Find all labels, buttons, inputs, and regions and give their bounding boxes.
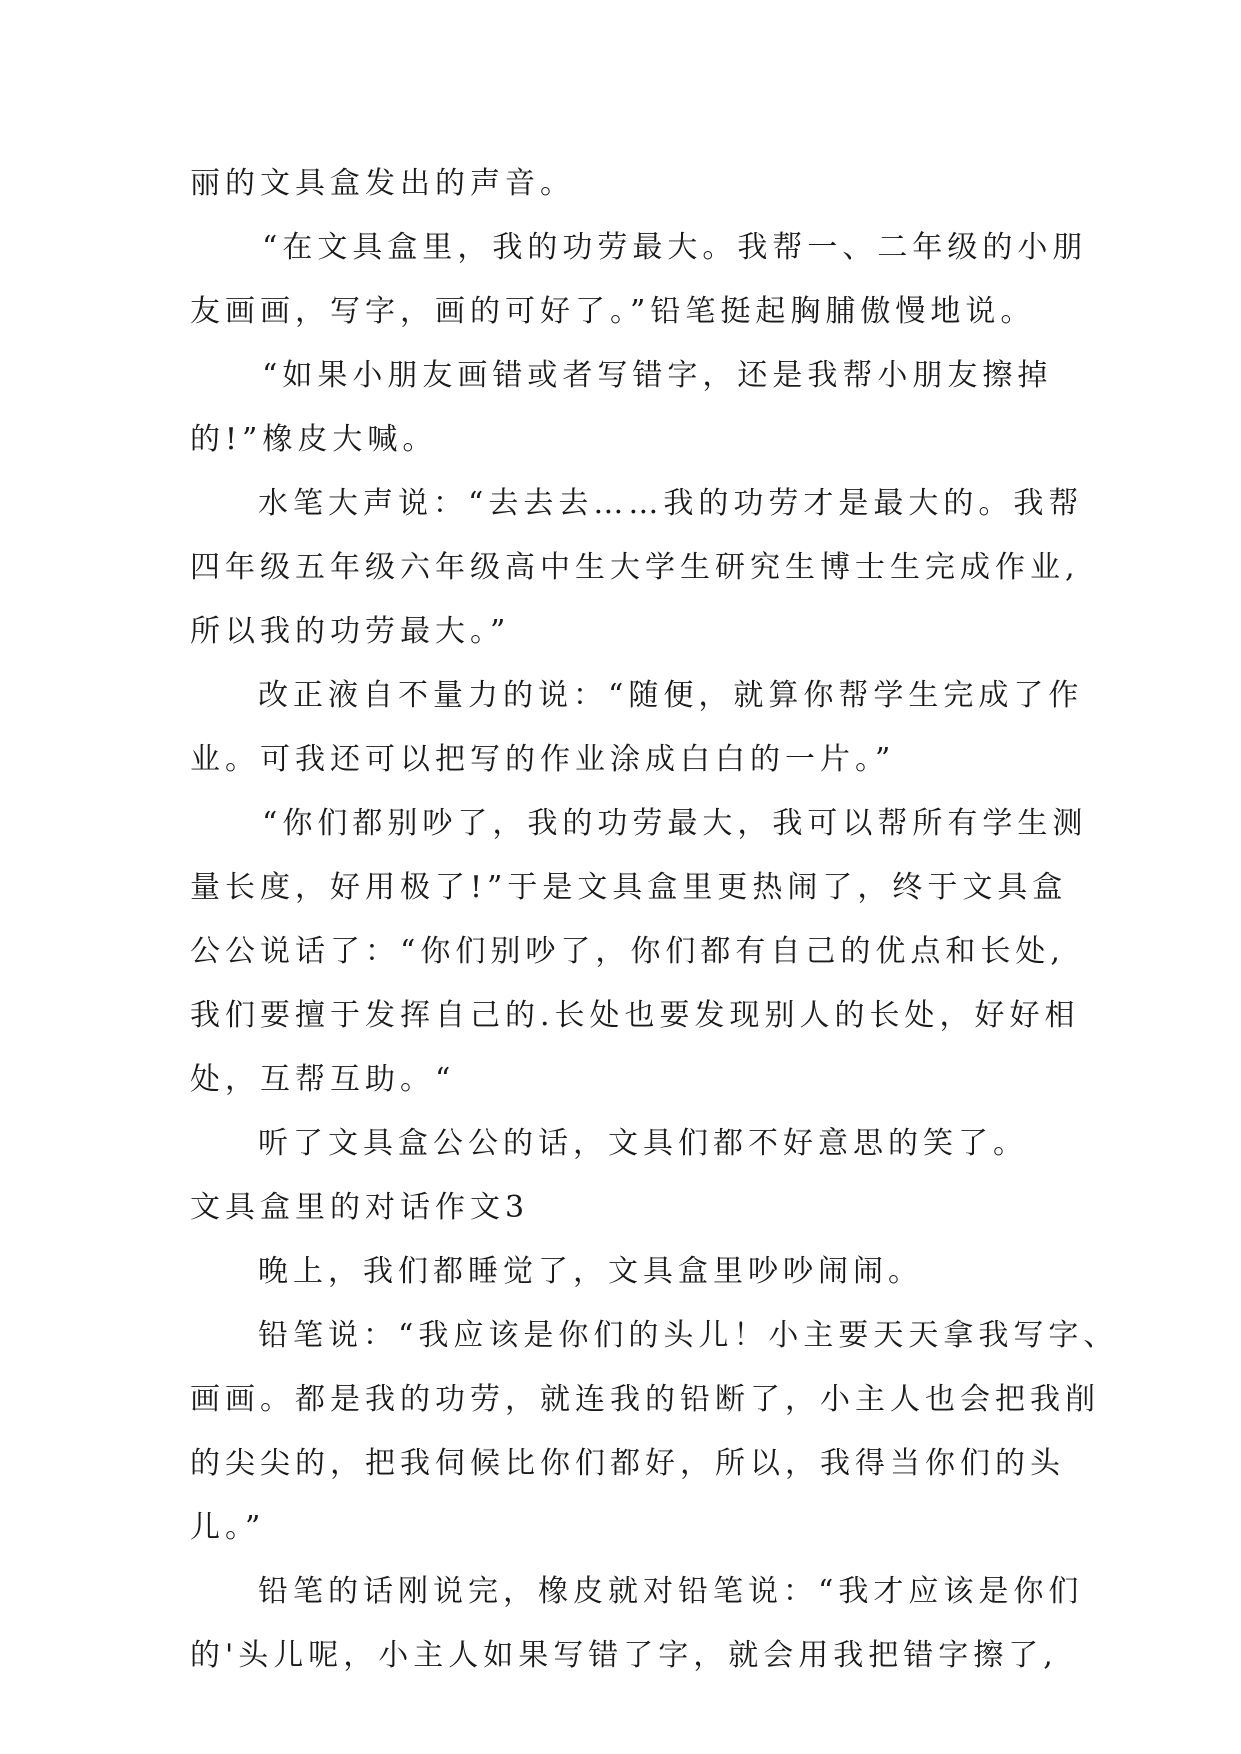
text-line: 所以我的功劳最大。”: [190, 614, 511, 649]
document-body: [190, 152, 1119, 1688]
text-line: 改正液自不量力的说：“随便，就算你帮学生完成了作: [258, 678, 1084, 713]
text-line: 水笔大声说：“去去去……我的功劳才是最大的。我帮: [258, 486, 1084, 521]
text-line: 量长度，好用极了!”于是文具盒里更热闹了，终于文具盒: [190, 870, 1068, 905]
text-line: 的'头儿呢，小主人如果写错了字，就会用我把错字擦了,: [190, 1638, 1058, 1673]
text-line: “你们都别吵了，我的功劳最大，我可以帮所有学生测: [262, 806, 1088, 841]
text-line: 儿。”: [190, 1510, 266, 1545]
text-line: 业。可我还可以把写的作业涂成白白的一片。”: [190, 742, 896, 777]
text-line: “在文具盒里，我的功劳最大。我帮一、二年级的小朋: [262, 230, 1088, 265]
text-line: 我们要擅于发挥自己的.长处也要发现别人的长处，好好相: [190, 998, 1080, 1033]
text-line: 的尖尖的，把我伺候比你们都好，所以，我得当你们的头: [190, 1446, 1065, 1481]
text-line: 听了文具盒公公的话，文具们都不好意思的笑了。: [258, 1126, 1028, 1161]
text-line: 处，互帮互助。“: [190, 1062, 456, 1097]
text-line: 友画画，写字，画的可好了。”铅笔挺起胸脯傲慢地说。: [190, 294, 1036, 329]
text-line: 丽的文具盒发出的声音。: [190, 166, 575, 201]
text-line: 公公说话了：“你们别吵了，你们都有自己的优点和长处,: [190, 934, 1065, 969]
text-line: 铅笔的话刚说完，橡皮就对铅笔说：“我才应该是你们: [258, 1574, 1084, 1609]
text-line: “如果小朋友画错或者写错字，还是我帮小朋友擦掉: [262, 358, 1053, 393]
text-line: 四年级五年级六年级高中生大学生研究生博士生完成作业,: [190, 550, 1080, 585]
section-heading: 文具盒里的对话作文3: [190, 1190, 530, 1225]
text-line: 的!”橡皮大喊。: [190, 422, 438, 457]
text-line: 画画。都是我的功劳，就连我的铅断了，小主人也会把我削: [190, 1382, 1100, 1417]
text-line: 晚上，我们都睡觉了，文具盒里吵吵闹闹。: [258, 1254, 923, 1289]
text-line: 铅笔说：“我应该是你们的头儿！小主要天天拿我写字、: [258, 1318, 1119, 1353]
